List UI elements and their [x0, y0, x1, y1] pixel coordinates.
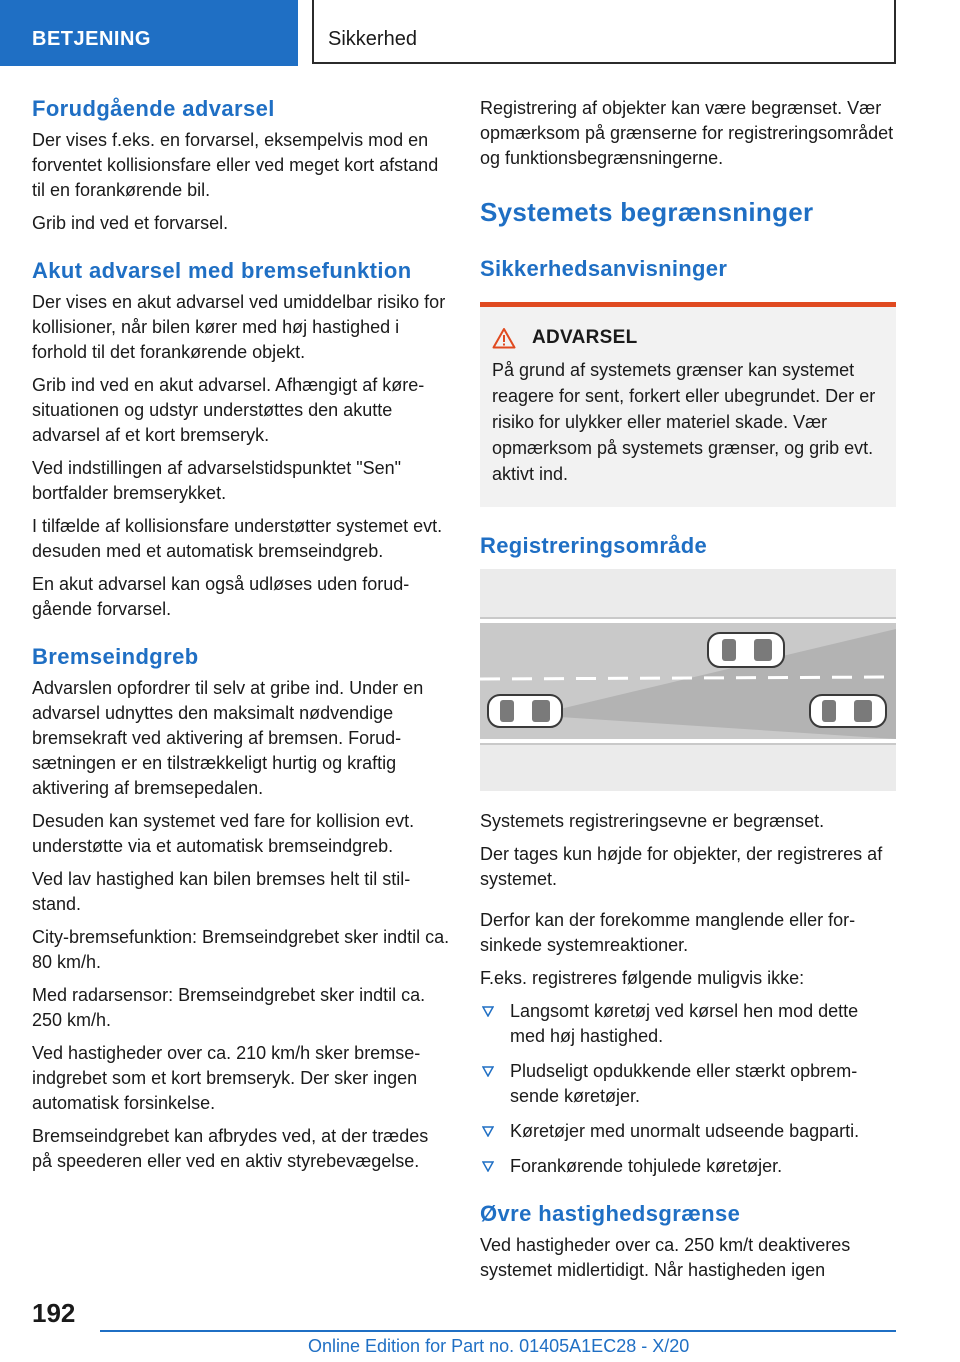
heading-registreringsomraade: Registreringsområde [480, 533, 707, 558]
paragraph: Systemets registreringsevne er begrænset. [480, 811, 825, 831]
list-item-text: Køretøjer med unormalt udseende bagparti. [510, 1121, 860, 1141]
list-item [480, 999, 896, 1049]
list-item [480, 1154, 896, 1179]
list-item [480, 1119, 896, 1144]
paragraph: Derfor kan der forekomme manglende eller forsinkede systemreaktioner. [480, 910, 856, 955]
heading-oevre-hastighedsgraense: Øvre hastighedsgrænse [480, 1201, 741, 1226]
warning-triangle-icon [492, 327, 516, 349]
paragraph: I tilfælde af kollisionsfare understøtter systemet evt. desuden med et automatisk bremseindgreb. [32, 516, 443, 561]
intro-paragraph: Registrering af objekter kan være begrænset. Vær opmærksom på grænserne for registreringsområdet og funktionsbegrænsningerne. [480, 98, 894, 168]
paragraph: Desuden kan systemet ved fare for kollision evt. understøtte via et automatisk bremseindgreb. [32, 811, 415, 856]
paragraph: Ved hastigheder over ca. 250 km/t deaktiveres systemet midlertidigt. Når hastigheden igen [480, 1235, 851, 1280]
paragraph: Ved hastigheder over ca. 210 km/h sker bremseindgrebet som et kort bremseryk. Der sker ingen automatisk forsinkelse. [32, 1043, 421, 1113]
paragraph: Grib ind ved en akut advarsel. Afhængigt af køresituationen og udstyr understøttes den akutte advarsel af et kort bremseryk. [32, 375, 425, 445]
car-front-top [708, 633, 784, 667]
footer-divider [100, 1330, 896, 1332]
right-column [480, 96, 896, 1291]
list-item-text: Langsomt køretøj ved kørsel hen mod dette med høj hastighed. [510, 1001, 859, 1046]
detection-area-illustration [480, 569, 896, 791]
list-item-text: Forankørende tohjulede køretøjer. [510, 1156, 783, 1176]
paragraph: En akut advarsel kan også udløses uden forudgående forvarsel. [32, 574, 410, 619]
paragraph: Bremseindgrebet kan afbrydes ved, at der trædes på speederen eller ved en aktiv styrebevægelse. [32, 1126, 429, 1171]
car-front-lane [810, 695, 886, 727]
paragraph: Ved lav hastighed kan bilen bremses helt til stilstand. [32, 869, 411, 914]
footer-edition: Online Edition for Part no. 01405A1EC28 - X/20 [308, 1336, 690, 1356]
left-column [32, 96, 450, 1182]
paragraph: Der tages kun højde for objekter, der registreres af systemet. [480, 844, 883, 889]
paragraph: Grib ind ved et forvarsel. [32, 213, 229, 233]
warning-box [480, 302, 896, 507]
paragraph: Med radarsensor: Bremseindgrebet sker indtil ca. 250 km/h. [32, 985, 426, 1030]
list-item-text: Pludseligt opdukkende eller stærkt opbremsende køretøjer. [510, 1061, 858, 1106]
heading-sikkerhedsanvisninger: Sikkerhedsanvisninger [480, 256, 728, 281]
paragraph: F.eks. registreres følgende muligvis ikke: [480, 968, 805, 988]
page-number: 192 [32, 1298, 76, 1328]
section-tab [312, 0, 896, 64]
bullet-triangle-icon [482, 1161, 494, 1172]
bullet-triangle-icon [482, 1066, 494, 1077]
section-label: Sikkerhed [328, 28, 417, 50]
car-own [488, 695, 562, 727]
limitation-list [480, 999, 896, 1179]
chapter-tab [0, 0, 298, 66]
paragraph: City-bremsefunktion: Bremseindgrebet sker indtil ca. 80 km/h. [32, 927, 450, 972]
warning-text: På grund af systemets grænser kan systemet reagere for sent, forkert eller ubegrundet. Der er risiko for ulykker eller materiel skade. Vær opmærksom på systemets grænser, og grib evt. aktivt ind. [492, 360, 876, 484]
heading-forudgaaende-advarsel: Forudgående advarsel [32, 96, 275, 121]
heading-bremseindgreb: Bremseindgreb [32, 644, 199, 669]
heading-akut-advarsel: Akut advarsel med bremsefunktion [32, 258, 412, 283]
paragraph: Ved indstillingen af advarselstidspunktet "Sen" bortfalder bremserykket. [32, 458, 402, 503]
bullet-triangle-icon [482, 1006, 494, 1017]
paragraph: Der vises en akut advarsel ved umiddelbar risiko for kollisioner, når bilen kører med høj hastighed i forhold til det forankørende objekt. [32, 292, 446, 362]
bullet-triangle-icon [482, 1126, 494, 1137]
paragraph: Der vises f.eks. en forvarsel, eksempelvis mod en forventet kollisionsfare eller ved meget kort afstand til en forankørende bil. [32, 130, 439, 200]
warning-title: ADVARSEL [532, 327, 638, 348]
paragraph: Advarslen opfordrer til selv at gribe ind. Under en advarsel udnyttes den maksimalt nødvendige bremsekraft ved aktivering af bremsen. Forudsætningen er en tilstrækkeligt hurtig og kraftig aktivering af bremsepedalen. [32, 678, 424, 798]
list-item [480, 1059, 896, 1109]
heading-systemets-begraensninger: Systemets begrænsninger [480, 197, 814, 227]
chapter-label: BETJENING [32, 28, 151, 50]
detection-area-diagram [480, 569, 896, 791]
